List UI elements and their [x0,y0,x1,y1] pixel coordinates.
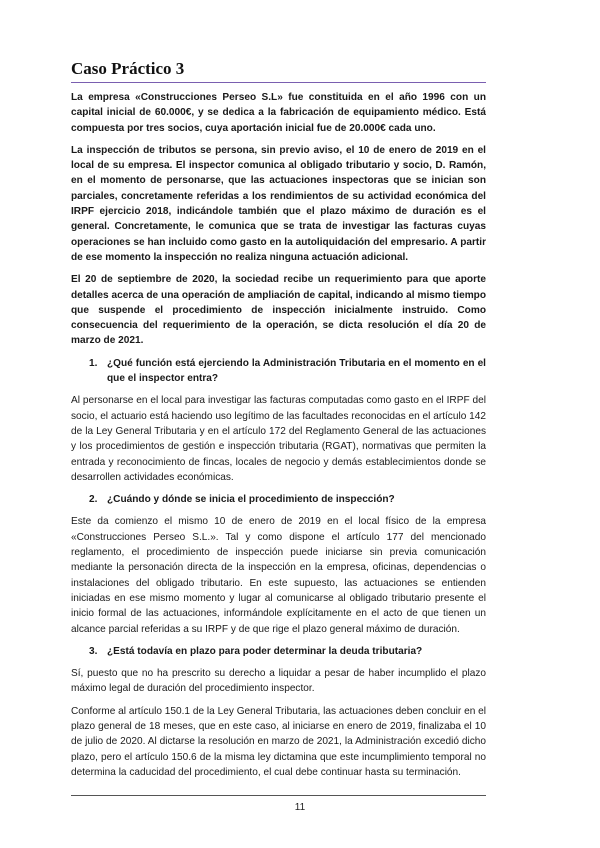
answer-2-paragraph-1: Este da comienzo el mismo 10 de enero de 2019 en el local físico de la empresa «Construcciones Perseo S.L.». Tal y como dispone el artículo 177 del mencionado reglamento, el procedimiento de inspección puede iniciarse sin previa comunicación mediante la personación directa de la inspección en la empresa, oficinas, dependencias o instalaciones del obligado tributario. En este supuesto, las actuaciones se entienden iniciadas en ese mismo momento y lugar al comunicarse al obligado tributario presente el inicio formal de las actuaciones, informándole explícitamente en el acto de que tienen un alcance parcial referidas a su IRPF y de que rige el plazo general máximo de duración. [71,516,486,635]
answer-3-paragraph-2: Conforme al artículo 150.1 de la Ley General Tributaria, las actuaciones deben concluir en el plazo general de 18 meses, que en este caso, al iniciarse en enero de 2019, finalizaba el 10 de julio de 2020. Al dictarse la resolución en marzo de 2021, la Administración excedió dicho plazo, pero el artículo 150.6 de la misma ley dictamina que este incumplimiento temporal no determina la caducidad del procedimiento, el cual debe continuar hasta su terminación. [71,705,486,778]
intro-paragraph-2: La inspección de tributos se persona, sin previo aviso, el 10 de enero de 2019 en el local de su empresa. El inspector comunica al obligado tributario y socio, D. Ramón, en el momento de personarse, que las actuaciones inspectoras que se inician son parciales, concretamente referidas a los rendimientos de su actividad económica del IRPF ejercicio 2018, indicándole también que el plazo máximo de duración es el general. Concretamente, le comunica que se trata de investigar las facturas cuyas operaciones se han incluido como gasto en la autoliquidación del empresario. A partir de ese momento la inspección no realiza ninguna actuación adicional. [71,144,486,263]
question-1 [71,356,486,387]
intro-paragraph-1: La empresa «Construcciones Perseo S.L» fue constituida en el año 1996 con un capital inicial de 60.000€, y se dedica a la fabricación de equipamiento médico. Está compuesta por tres socios, cuya aportación inicial fue de 20.000€ cada uno. [71,92,486,134]
question-text: ¿Qué función está ejerciendo la Administración Tributaria en el momento en el que el inspector entra? [107,357,486,385]
question-text: ¿Está todavía en plazo para poder determinar la deuda tributaria? [107,645,423,657]
question-text: ¿Cuándo y dónde se inicia el procedimiento de inspección? [107,494,395,506]
question-number: 1. [89,357,98,369]
footer-divider [71,795,486,796]
page-number: 11 [294,802,306,813]
document-page [71,58,486,787]
question-2 [71,492,486,507]
question-number: 2. [89,494,98,506]
page-title: Caso Práctico 3 [71,59,185,78]
intro-paragraph-3: El 20 de septiembre de 2020, la sociedad recibe un requerimiento para que aporte detalles acerca de una operación de ampliación de capital, indicando al mismo tiempo que suspende el procedimiento de inspección inicialmente instruido. Como consecuencia del requerimiento de la operación, se dicta resolución el día 20 de marzo de 2021. [71,274,486,347]
answer-1-paragraph-1: Al personarse en el local para investigar las facturas computadas como gasto en el IRPF del socio, el actuario está haciendo uso legítimo de las facultades reconocidas en el artículo 142 de la Ley General Tributaria y en el artículo 172 del Reglamento General de las actuaciones y los procedimientos de gestión e inspección tributaria (RGAT), normativas que permiten la entrada y reconocimiento de fincas, locales de negocio y demás establecimientos donde se desarrollen actividades económicas. [71,395,486,483]
question-3 [71,644,486,659]
title-underline [71,82,486,83]
answer-3-paragraph-1: Sí, puesto que no ha prescrito su derecho a liquidar a pesar de haber incumplido el plazo máximo legal de duración del procedimiento inspector. [71,668,486,695]
question-number: 3. [89,645,98,657]
